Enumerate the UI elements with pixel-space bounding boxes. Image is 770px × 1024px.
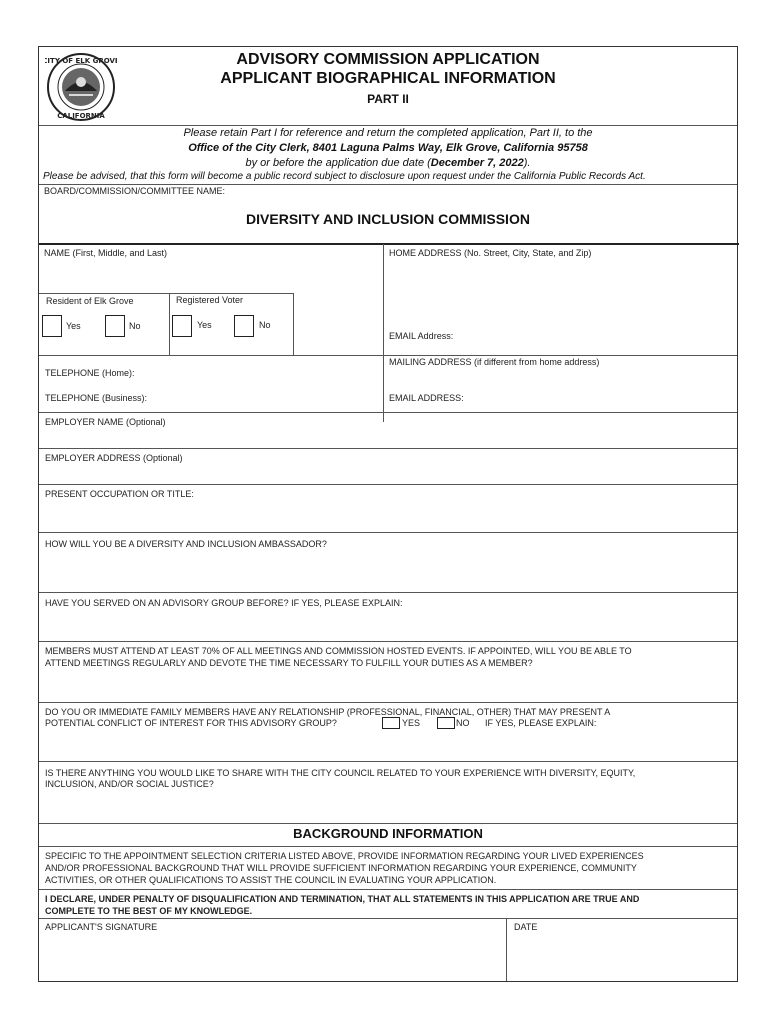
divider <box>39 484 737 485</box>
voter-no-label: No <box>259 320 271 330</box>
attendance-question-line2: ATTEND MEETINGS REGULARLY AND DEVOTE THE TIME NECESSARY TO FULFILL YOUR DUTIES AS A MEMBER? <box>45 658 533 668</box>
email-address-2-label: EMAIL ADDRESS: <box>389 393 464 403</box>
instructions-line2: Office of the City Clerk, 8401 Laguna Palms Way, Elk Grove, California 95758 <box>188 142 588 154</box>
divider <box>39 243 739 245</box>
ambassador-question: HOW WILL YOU BE A DIVERSITY AND INCLUSION AMBASSADOR? <box>45 539 327 549</box>
column-divider <box>383 244 384 422</box>
column-divider <box>293 293 294 355</box>
application-form <box>38 46 738 982</box>
form-title: ADVISORY COMMISSION APPLICATION <box>236 51 540 68</box>
background-text-line3: ACTIVITIES, OR OTHER QUALIFICATIONS TO ASSIST THE COUNCIL IN EVALUATING YOUR APPLICATION. <box>45 875 497 885</box>
divider <box>39 761 737 762</box>
registered-voter-label: Registered Voter <box>176 295 244 305</box>
form-subtitle: APPLICANT BIOGRAPHICAL INFORMATION <box>220 70 556 87</box>
background-heading: BACKGROUND INFORMATION <box>293 826 483 841</box>
divider <box>39 592 737 593</box>
signature-label: APPLICANT'S SIGNATURE <box>45 922 158 932</box>
divider <box>39 448 737 449</box>
divider <box>39 532 737 533</box>
date-label: DATE <box>514 922 538 932</box>
email-address-label: EMAIL Address: <box>389 331 454 341</box>
instructions-line1: Please retain Part I for reference and return the completed application, Part II, to the <box>183 127 593 139</box>
declaration-line1: I DECLARE, UNDER PENALTY OF DISQUALIFICATION AND TERMINATION, THAT ALL STATEMENTS IN THIS APPLICATION ARE TRUE AND <box>45 894 640 904</box>
conflict-no-checkbox[interactable] <box>437 717 455 729</box>
declaration-line2: COMPLETE TO THE BEST OF MY KNOWLEDGE. <box>45 906 253 916</box>
resident-yes-checkbox[interactable] <box>42 315 62 337</box>
svg-text:CITY OF ELK GROVE: CITY OF ELK GROVE <box>45 57 117 65</box>
home-address-label: HOME ADDRESS (No. Street, City, State, and Zip) <box>389 248 592 258</box>
resident-yes-label: Yes <box>66 321 81 331</box>
divider <box>39 889 737 890</box>
telephone-home-label: TELEPHONE (Home): <box>45 368 135 378</box>
conflict-yes-checkbox[interactable] <box>382 717 400 729</box>
name-label: NAME (First, Middle, and Last) <box>44 248 168 258</box>
divider <box>39 823 737 824</box>
divider <box>39 702 737 703</box>
column-divider <box>506 918 507 981</box>
conflict-no-label: NO <box>456 718 470 728</box>
divider <box>39 412 737 413</box>
background-text-line2: AND/OR PROFESSIONAL BACKGROUND THAT WILL PROVIDE SUFFICIENT INFORMATION REGARDING YOUR EXPERIENCE, COMMUNITY <box>45 863 637 873</box>
dei-experience-question-line2: INCLUSION, AND/OR SOCIAL JUSTICE? <box>45 779 214 789</box>
dei-experience-question-line1: IS THERE ANYTHING YOU WOULD LIKE TO SHARE WITH THE CITY COUNCIL RELATED TO YOUR EXPERIENCE WITH DIVERSITY, EQUITY, <box>45 768 636 778</box>
instructions <box>39 126 737 171</box>
background-text-line1: SPECIFIC TO THE APPOINTMENT SELECTION CRITERIA LISTED ABOVE, PROVIDE INFORMATION REGARDING YOUR LIVED EXPERIENCES <box>45 851 644 861</box>
instructions-line3: by or before the application due date (December 7, 2022). <box>245 157 531 169</box>
board-name[interactable]: DIVERSITY AND INCLUSION COMMISSION <box>246 211 530 227</box>
divider <box>39 184 737 185</box>
divider <box>39 641 737 642</box>
board-label: BOARD/COMMISSION/COMMITTEE NAME: <box>44 186 226 196</box>
occupation-label: PRESENT OCCUPATION OR TITLE: <box>45 489 194 499</box>
employer-name-label: EMPLOYER NAME (Optional) <box>45 417 166 427</box>
resident-no-checkbox[interactable] <box>105 315 125 337</box>
svg-text:CALIFORNIA: CALIFORNIA <box>57 112 105 120</box>
resident-label: Resident of Elk Grove <box>46 296 134 306</box>
employer-address-label: EMPLOYER ADDRESS (Optional) <box>45 453 183 463</box>
advisory-experience-question: HAVE YOU SERVED ON AN ADVISORY GROUP BEFORE? IF YES, PLEASE EXPLAIN: <box>45 598 403 608</box>
divider <box>39 355 737 356</box>
telephone-business-label: TELEPHONE (Business): <box>45 393 148 403</box>
voter-yes-label: Yes <box>197 320 212 330</box>
conflict-yes-label: YES <box>402 718 421 728</box>
attendance-question-line1: MEMBERS MUST ATTEND AT LEAST 70% OF ALL MEETINGS AND COMMISSION HOSTED EVENTS. IF APPOINTED, WILL YOU BE ABLE TO <box>45 646 632 656</box>
divider <box>39 846 737 847</box>
voter-yes-checkbox[interactable] <box>172 315 192 337</box>
conflict-question-line1: DO YOU OR IMMEDIATE FAMILY MEMBERS HAVE ANY RELATIONSHIP (PROFESSIONAL, FINANCIAL, OTHER) THAT MAY PRESENT A <box>45 707 611 717</box>
column-divider <box>169 293 170 355</box>
public-record-notice: Please be advised, that this form will become a public record subject to disclosure upon request under the California Public Records Act. <box>43 171 646 182</box>
conflict-question-line2: POTENTIAL CONFLICT OF INTEREST FOR THIS ADVISORY GROUP? <box>45 718 337 728</box>
conflict-explain-label: IF YES, PLEASE EXPLAIN: <box>485 718 597 728</box>
mailing-address-label: MAILING ADDRESS (if different from home address) <box>389 357 600 367</box>
resident-no-label: No <box>129 321 141 331</box>
form-part: PART II <box>367 92 409 106</box>
divider <box>39 918 737 919</box>
due-date: December 7, 2022 <box>430 157 524 169</box>
divider <box>39 293 293 294</box>
voter-no-checkbox[interactable] <box>234 315 254 337</box>
